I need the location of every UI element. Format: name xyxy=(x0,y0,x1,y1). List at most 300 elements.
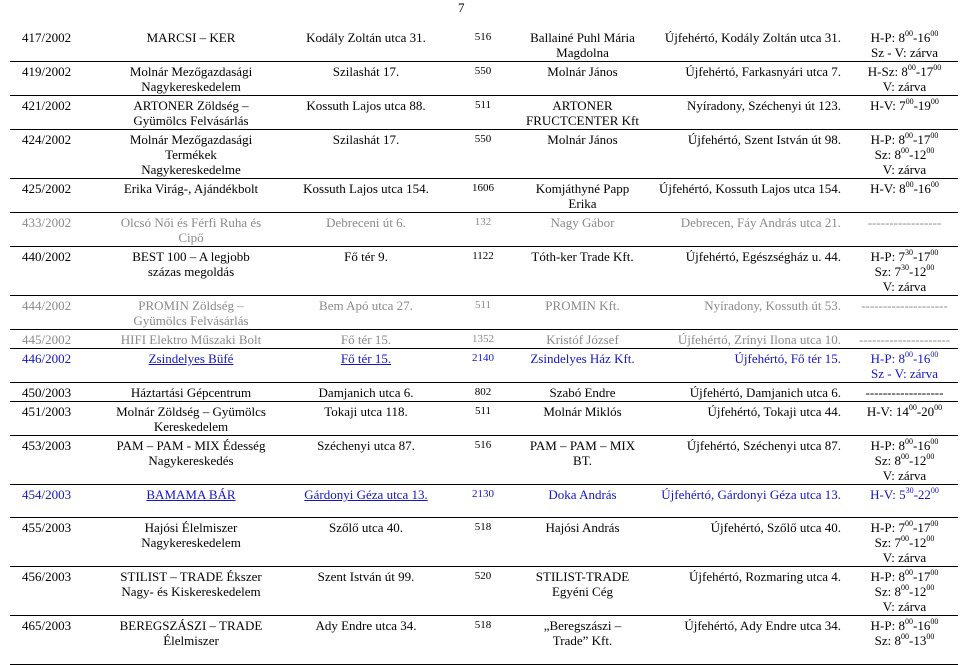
hours-text: V: zárva xyxy=(882,550,927,565)
operator-name xyxy=(514,179,651,213)
operator-name-line: „Beregszászi – xyxy=(543,618,622,633)
operator-name xyxy=(514,296,651,330)
shop-address xyxy=(280,296,452,330)
hours-minutes: 00 xyxy=(926,146,935,155)
operator-name xyxy=(514,28,651,62)
operator-name xyxy=(514,402,651,436)
operator-name xyxy=(514,349,651,383)
shop-address xyxy=(280,436,452,485)
opening-hours-line xyxy=(853,535,956,550)
opening-hours-line xyxy=(853,45,956,60)
hours-text: Sz: 8 xyxy=(874,147,902,162)
hours-text: -12 xyxy=(909,535,927,550)
opening-hours-line xyxy=(853,468,956,483)
activity-code xyxy=(452,179,514,213)
operator-location xyxy=(651,213,851,247)
operator-location-text: Újfehértó, Széchenyi utca 87. xyxy=(686,438,841,453)
opening-hours-line xyxy=(853,438,956,453)
hours-text: V: zárva xyxy=(882,79,927,94)
registration-number-text: 440/2002 xyxy=(22,249,72,264)
hours-text: -16 xyxy=(912,438,931,453)
hours-text: H-V: 8 xyxy=(870,181,906,196)
registration-number-text: 444/2002 xyxy=(22,298,72,313)
opening-hours xyxy=(851,383,958,402)
opening-hours-line xyxy=(853,30,956,45)
shop-name-line: ARTONER Zöldség – xyxy=(133,98,249,113)
shop-address-text: Széchenyi utca 87. xyxy=(317,438,415,453)
hours-text: -17 xyxy=(912,569,931,584)
operator-name-line: BT. xyxy=(573,453,592,468)
hours-minutes: 00 xyxy=(930,97,939,106)
registration-number xyxy=(10,130,102,179)
table-row xyxy=(10,213,958,247)
activity-code-text: 2140 xyxy=(472,352,494,364)
shop-name xyxy=(102,616,280,665)
operator-name xyxy=(514,383,651,402)
hours-text: Sz: 8 xyxy=(874,584,902,599)
hours-text: Sz - V: zárva xyxy=(870,45,939,60)
operator-name-line: Molnár János xyxy=(547,64,618,79)
opening-hours xyxy=(851,402,958,436)
opening-hours-line xyxy=(853,550,956,565)
activity-code-text: 520 xyxy=(474,570,492,582)
hours-text: -13 xyxy=(909,633,927,648)
table-row xyxy=(10,28,958,62)
shop-name-line: Nagykereskedelem xyxy=(141,535,241,550)
shop-name-line: Cipő xyxy=(178,230,204,245)
opening-hours-line xyxy=(853,633,956,648)
hours-text: V: zárva xyxy=(882,279,927,294)
opening-hours-line xyxy=(853,332,956,347)
hours-minutes: 00 xyxy=(930,568,939,577)
hours-minutes: 00 xyxy=(926,583,935,592)
shop-name xyxy=(102,96,280,130)
hours-text: Sz: 8 xyxy=(874,633,902,648)
shop-name xyxy=(102,518,280,567)
activity-code-text: 132 xyxy=(474,216,492,228)
opening-hours-line xyxy=(853,264,956,279)
opening-hours-line xyxy=(853,404,956,419)
hours-text: -12 xyxy=(909,264,927,279)
operator-location xyxy=(651,518,851,567)
activity-code xyxy=(452,130,514,179)
shop-address-text: Szőlő utca 40. xyxy=(328,520,403,535)
activity-code xyxy=(452,213,514,247)
operator-name xyxy=(514,130,651,179)
activity-code-text: 550 xyxy=(474,133,492,145)
operator-location xyxy=(651,330,851,349)
shop-address-text: Ady Endre utca 34. xyxy=(315,618,417,633)
shop-name-line: PROMIN Zöldség – xyxy=(138,298,244,313)
shop-name-line: Nagykereskedelme xyxy=(141,162,241,177)
opening-hours xyxy=(851,567,958,616)
shop-name xyxy=(102,485,280,518)
operator-location xyxy=(651,402,851,436)
operator-name-line: Kristóf József xyxy=(546,332,619,347)
opening-hours xyxy=(851,213,958,247)
operator-name xyxy=(514,518,651,567)
shop-name xyxy=(102,436,280,485)
operator-name xyxy=(514,436,651,485)
operator-location xyxy=(651,567,851,616)
shop-name-line: BAMAMA BÁR xyxy=(146,487,236,502)
operator-name-line: Hajósi András xyxy=(545,520,620,535)
activity-code xyxy=(452,485,514,518)
shop-name-line: Termékek xyxy=(165,147,217,162)
hours-minutes: 00 xyxy=(930,437,939,446)
shop-address xyxy=(280,383,452,402)
hours-text: H-P: 8 xyxy=(870,569,905,584)
operator-location-text: Újfehértó, Gárdonyi Géza utca 13. xyxy=(661,487,841,502)
operator-name-line: Erika xyxy=(568,196,597,211)
opening-hours-line xyxy=(853,599,956,614)
registration-number xyxy=(10,213,102,247)
operator-location xyxy=(651,383,851,402)
registration-number xyxy=(10,62,102,96)
table-row xyxy=(10,616,958,665)
shop-address xyxy=(280,349,452,383)
hours-text: H-P: 8 xyxy=(870,30,905,45)
opening-hours xyxy=(851,485,958,518)
operator-location xyxy=(651,616,851,665)
table-row xyxy=(10,247,958,296)
table-row xyxy=(10,296,958,330)
operator-location xyxy=(651,296,851,330)
opening-hours-line xyxy=(853,569,956,584)
opening-hours-line xyxy=(853,618,956,633)
opening-hours-line xyxy=(853,298,956,313)
hours-text: -16 xyxy=(912,351,931,366)
hours-minutes: 00 xyxy=(905,180,914,189)
hours-minutes: 00 xyxy=(904,568,913,577)
shop-name xyxy=(102,247,280,296)
activity-code xyxy=(452,330,514,349)
hours-text: -17 xyxy=(912,132,931,147)
operator-name-line: PAM – PAM – MIX xyxy=(529,438,636,453)
shop-address xyxy=(280,62,452,96)
shop-name-line: Élelmiszer xyxy=(163,633,219,648)
shop-name-line: Hajósi Élelmiszer xyxy=(144,520,238,535)
registration-number xyxy=(10,28,102,62)
shop-address xyxy=(280,130,452,179)
hours-text: -12 xyxy=(909,584,927,599)
table-row xyxy=(10,130,958,179)
table-row xyxy=(10,518,958,567)
shop-name-line: Molnár Mezőgazdasági xyxy=(129,132,253,147)
opening-hours-line xyxy=(853,132,956,147)
opening-hours-line xyxy=(853,181,956,196)
table-row xyxy=(10,383,958,402)
opening-hours xyxy=(851,349,958,383)
registration-number-text: 455/2003 xyxy=(22,520,72,535)
hours-text: Sz: 7 xyxy=(874,264,902,279)
hours-text: --------------------- xyxy=(859,332,950,347)
operator-name xyxy=(514,485,651,518)
activity-code xyxy=(452,349,514,383)
table-row xyxy=(10,485,958,518)
hours-text: -20 xyxy=(916,404,935,419)
operator-location xyxy=(651,436,851,485)
operator-location-text: Nyíradony, Kossuth út 53. xyxy=(704,298,841,313)
registration-number xyxy=(10,247,102,296)
shop-address xyxy=(280,518,452,567)
registration-number-text: 421/2002 xyxy=(22,98,72,113)
hours-minutes: 00 xyxy=(904,519,913,528)
shop-name xyxy=(102,296,280,330)
operator-location xyxy=(651,485,851,518)
hours-minutes: 00 xyxy=(930,29,939,38)
hours-minutes: 00 xyxy=(926,263,935,272)
opening-hours-line xyxy=(853,366,956,381)
activity-code xyxy=(452,567,514,616)
hours-minutes: 00 xyxy=(933,63,942,72)
operator-name-line: Doka András xyxy=(548,487,617,502)
activity-code-text: 1606 xyxy=(472,182,494,194)
opening-hours xyxy=(851,28,958,62)
activity-code-text: 802 xyxy=(474,386,492,398)
hours-text: -------------------- xyxy=(861,298,948,313)
hours-text: ----------------- xyxy=(867,215,942,230)
opening-hours xyxy=(851,130,958,179)
hours-text: Sz: 7 xyxy=(874,535,902,550)
hours-minutes: 00 xyxy=(930,248,939,257)
hours-minutes: 30 xyxy=(901,263,910,272)
operator-name-line: Zsindelyes Ház Kft. xyxy=(530,351,635,366)
activity-code xyxy=(452,383,514,402)
shop-address xyxy=(280,213,452,247)
activity-code-text: 518 xyxy=(474,619,492,631)
hours-text: -16 xyxy=(912,30,931,45)
hours-minutes: 00 xyxy=(904,29,913,38)
hours-text: -16 xyxy=(912,618,931,633)
hours-minutes: 00 xyxy=(930,486,939,495)
registration-number xyxy=(10,383,102,402)
shop-name-line: Nagykereskedés xyxy=(148,453,234,468)
table-row xyxy=(10,402,958,436)
opening-hours-line xyxy=(853,351,956,366)
hours-minutes: 00 xyxy=(901,632,910,641)
opening-hours-line xyxy=(853,520,956,535)
hours-text: -19 xyxy=(913,98,931,113)
activity-code-text: 511 xyxy=(474,299,492,311)
opening-hours-line xyxy=(853,249,956,264)
hours-text: H-Sz: 8 xyxy=(867,64,908,79)
operator-name-line: Szabó Endre xyxy=(549,385,616,400)
operator-name-line: STILIST-TRADE xyxy=(535,569,630,584)
hours-minutes: 30 xyxy=(904,248,913,257)
operator-name xyxy=(514,567,651,616)
activity-code-text: 511 xyxy=(474,405,492,417)
opening-hours xyxy=(851,179,958,213)
table-row xyxy=(10,567,958,616)
registration-number xyxy=(10,349,102,383)
shop-address-text: Szent István út 99. xyxy=(317,569,415,584)
operator-location-text: Újfehértó, Kossuth Lajos utca 154. xyxy=(659,181,841,196)
registration-number xyxy=(10,296,102,330)
shop-address-text: Fő tér 15. xyxy=(340,332,392,347)
hours-minutes: 00 xyxy=(930,350,939,359)
operator-name xyxy=(514,213,651,247)
hours-minutes: 00 xyxy=(930,180,939,189)
shop-name-line: Zsindelyes Büfé xyxy=(148,351,234,366)
registration-number xyxy=(10,518,102,567)
hours-text: H-P: 8 xyxy=(870,351,905,366)
hours-minutes: 00 xyxy=(926,534,935,543)
operator-name-line: Magdolna xyxy=(556,45,609,60)
shop-name xyxy=(102,62,280,96)
shop-address-text: Gárdonyi Géza utca 13. xyxy=(304,487,428,502)
operator-name-line: Tóth-ker Trade Kft. xyxy=(531,249,634,264)
opening-hours-line xyxy=(853,162,956,177)
table-row xyxy=(10,179,958,213)
opening-hours xyxy=(851,62,958,96)
operator-name xyxy=(514,330,651,349)
opening-hours xyxy=(851,518,958,567)
shop-name-line: Nagy- és Kiskereskedelem xyxy=(121,584,261,599)
hours-text: Sz - V: zárva xyxy=(870,366,939,381)
registration-number xyxy=(10,402,102,436)
shop-address-text: Tokaji utca 118. xyxy=(324,404,408,419)
shop-name xyxy=(102,130,280,179)
shop-address xyxy=(280,28,452,62)
operator-name-line: FRUCTCENTER Kft xyxy=(525,113,640,128)
shop-address xyxy=(280,330,452,349)
shop-name-line: Kereskedelem xyxy=(153,419,229,434)
registration-number xyxy=(10,96,102,130)
activity-code-text: 1352 xyxy=(472,333,494,345)
activity-code-text: 2130 xyxy=(472,488,494,500)
registration-number xyxy=(10,485,102,518)
operator-name xyxy=(514,247,651,296)
activity-code xyxy=(452,518,514,567)
operator-location-text: Újfehértó, Egészségház u. 44. xyxy=(685,249,841,264)
shop-address xyxy=(280,485,452,518)
hours-minutes: 00 xyxy=(934,403,943,412)
activity-code-text: 518 xyxy=(474,521,492,533)
operator-location-text: Újfehértó, Kodály Zoltán utca 31. xyxy=(664,30,841,45)
activity-code xyxy=(452,436,514,485)
shop-address-text: Szilashát 17. xyxy=(332,132,400,147)
table-row xyxy=(10,349,958,383)
hours-text: Sz: 8 xyxy=(874,453,902,468)
operator-location-text: Újfehértó, Tokaji utca 44. xyxy=(707,404,841,419)
registration-number-text: 433/2002 xyxy=(22,215,72,230)
shop-address xyxy=(280,402,452,436)
shop-name xyxy=(102,28,280,62)
activity-code xyxy=(452,62,514,96)
opening-hours-line xyxy=(853,584,956,599)
operator-location-text: Debrecen, Fáy András utca 21. xyxy=(680,215,841,230)
shop-address xyxy=(280,96,452,130)
table-row xyxy=(10,96,958,130)
registration-number-text: 456/2003 xyxy=(22,569,72,584)
activity-code xyxy=(452,402,514,436)
shop-address-text: Debreceni út 6. xyxy=(326,215,406,230)
shop-name xyxy=(102,213,280,247)
operator-location-text: Újfehértó, Zrínyi Ilona utca 10. xyxy=(677,332,841,347)
operator-location xyxy=(651,96,851,130)
hours-minutes: 00 xyxy=(907,63,916,72)
shop-name xyxy=(102,349,280,383)
shop-address-text: Kossuth Lajos utca 154. xyxy=(303,181,429,196)
operator-name-line: Komjáthyné Papp xyxy=(535,181,630,196)
hours-minutes: 00 xyxy=(904,437,913,446)
shop-name xyxy=(102,330,280,349)
operator-location xyxy=(651,179,851,213)
registration-number-text: 419/2002 xyxy=(22,64,72,79)
operator-location-text: Újfehértó, Szőlő utca 40. xyxy=(710,520,841,535)
shop-name-line: STILIST – TRADE Ékszer xyxy=(120,569,262,584)
registration-number xyxy=(10,567,102,616)
opening-hours-line xyxy=(853,147,956,162)
shop-name-line: Erika Virág-, Ajándékbolt xyxy=(123,181,259,196)
hours-minutes: 00 xyxy=(905,97,914,106)
hours-text: -12 xyxy=(909,453,927,468)
shop-name-line: százas megoldás xyxy=(147,264,235,279)
hours-text: H-V: 5 xyxy=(870,487,906,502)
hours-minutes: 30 xyxy=(905,486,914,495)
shop-address-text: Szilashát 17. xyxy=(332,64,400,79)
shop-name-line: BEST 100 – A legjobb xyxy=(132,249,250,264)
shop-name-line: MARCSI – KER xyxy=(146,30,236,45)
hours-text: -12 xyxy=(909,147,927,162)
registration-number-text: 453/2003 xyxy=(22,438,72,453)
registry-table xyxy=(10,28,958,665)
hours-minutes: 00 xyxy=(930,131,939,140)
hours-text: H-P: 8 xyxy=(870,132,905,147)
shop-name-line: Molnár Zöldség – Gyümölcs xyxy=(116,404,266,419)
table-row xyxy=(10,330,958,349)
table-row xyxy=(10,62,958,96)
shop-name-line: Gyümölcs Felvásárlás xyxy=(133,113,249,128)
shop-address xyxy=(280,179,452,213)
activity-code xyxy=(452,247,514,296)
registration-number xyxy=(10,330,102,349)
shop-address-text: Fő tér 9. xyxy=(344,249,388,264)
operator-location xyxy=(651,62,851,96)
registration-number-text: 446/2002 xyxy=(22,351,72,366)
shop-name xyxy=(102,179,280,213)
operator-location-text: Újfehértó, Fő tér 15. xyxy=(734,351,841,366)
operator-location-text: Nyíradony, Széchenyi út 123. xyxy=(686,98,841,113)
opening-hours-line xyxy=(853,279,956,294)
opening-hours-line xyxy=(853,487,956,502)
activity-code-text: 516 xyxy=(474,31,492,43)
activity-code xyxy=(452,296,514,330)
operator-location-text: Újfehértó, Rozmaring utca 4. xyxy=(689,569,841,584)
hours-text: H-V: 14 xyxy=(866,404,909,419)
operator-name xyxy=(514,62,651,96)
registration-number xyxy=(10,436,102,485)
registration-number-text: 445/2002 xyxy=(22,332,72,347)
shop-name-line: PAM – PAM - MIX Édesség xyxy=(116,438,266,453)
hours-text: H-P: 7 xyxy=(870,520,905,535)
opening-hours xyxy=(851,247,958,296)
opening-hours-line xyxy=(853,385,956,400)
hours-text: H-V: 7 xyxy=(870,98,906,113)
operator-name xyxy=(514,616,651,665)
shop-name-line: Gyümölcs Felvásárlás xyxy=(133,313,249,328)
opening-hours xyxy=(851,296,958,330)
hours-text: -17 xyxy=(915,64,934,79)
operator-location-text: Újfehértó, Szent István út 98. xyxy=(687,132,841,147)
opening-hours xyxy=(851,330,958,349)
activity-code-text: 550 xyxy=(474,65,492,77)
shop-name-line: Nagykereskedelem xyxy=(141,79,241,94)
table-row xyxy=(10,436,958,485)
opening-hours-line xyxy=(853,64,956,79)
hours-minutes: 00 xyxy=(926,632,935,641)
